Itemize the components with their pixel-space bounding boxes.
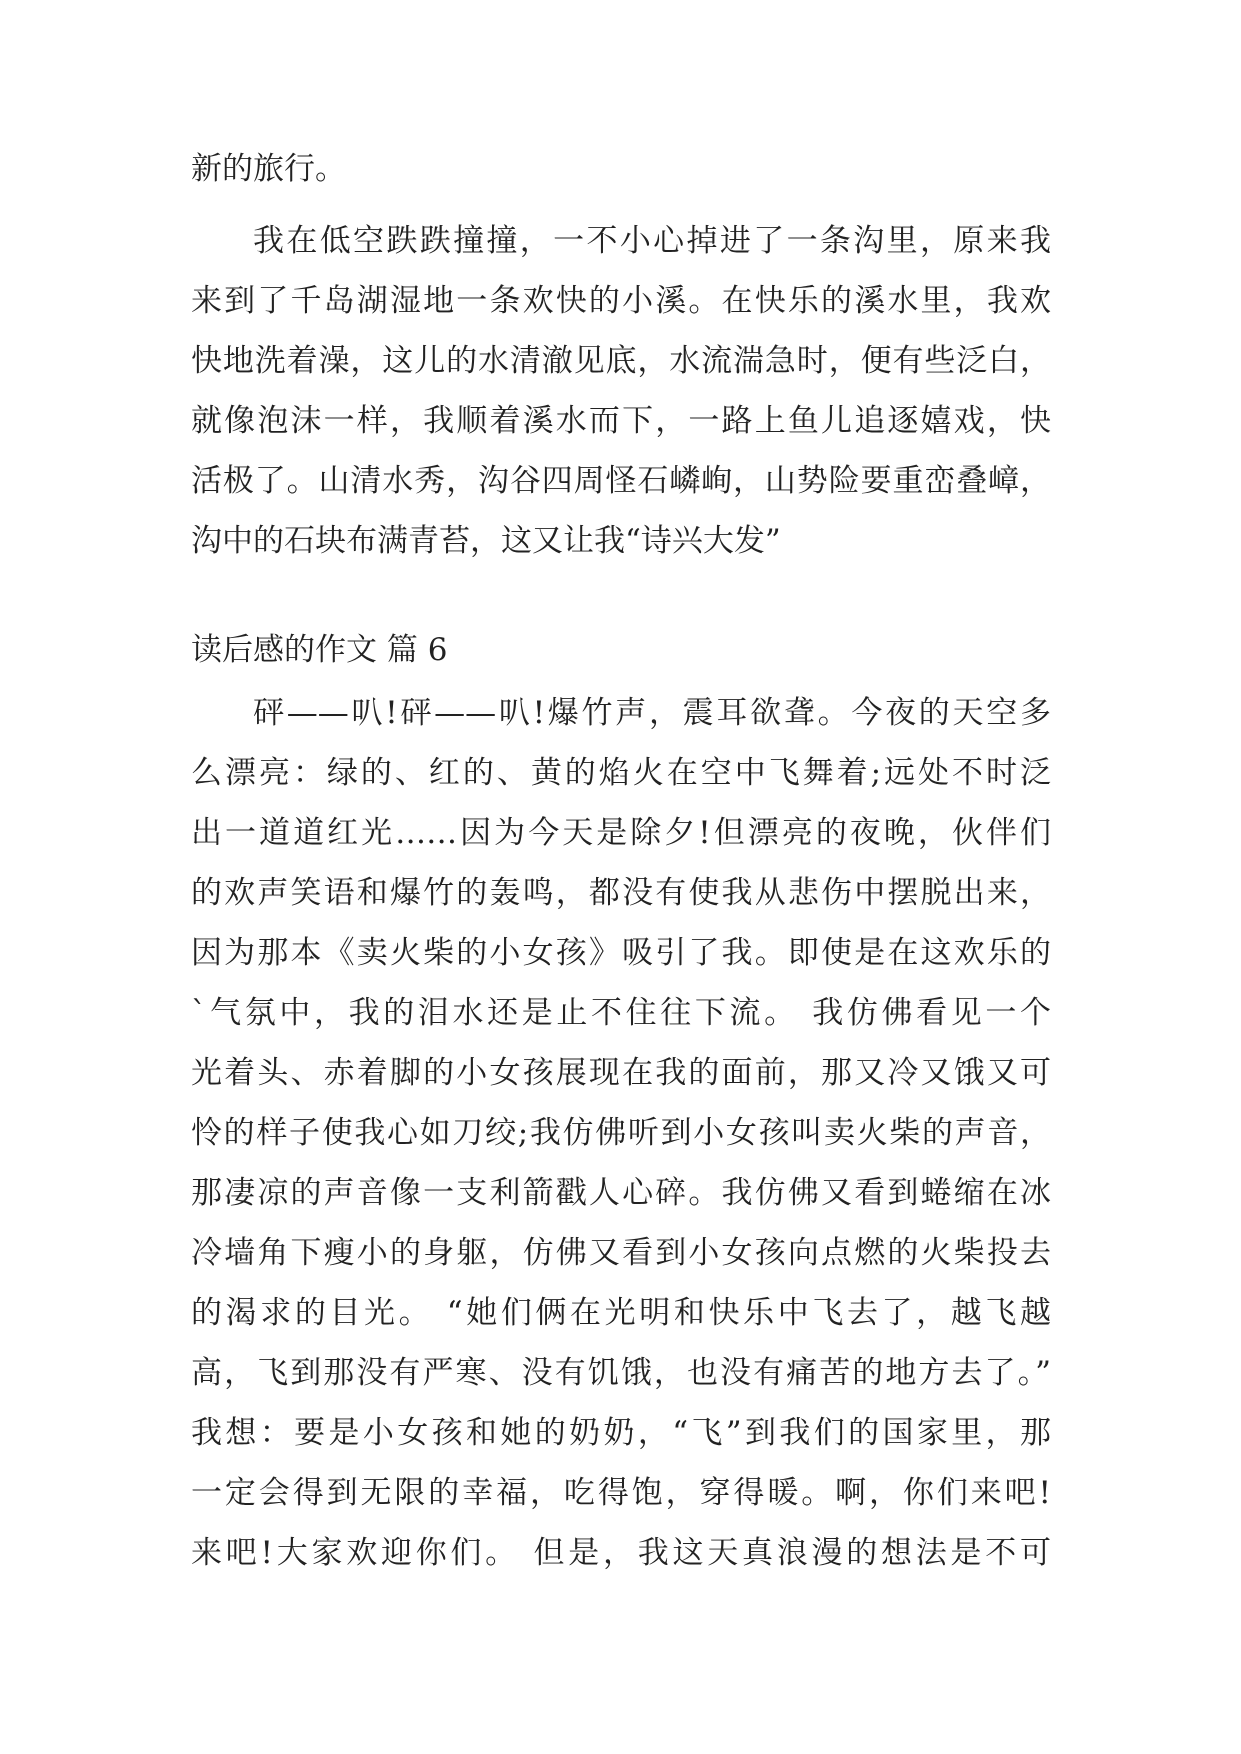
paragraph-line: 来到了千岛湖湿地一条欢快的小溪。在快乐的溪水里，我欢 — [191, 283, 1051, 319]
paragraph-line: 就像泡沫一样，我顺着溪水而下，一路上鱼儿追逐嬉戏，快 — [191, 403, 1051, 439]
paragraph-line: 砰——叭!砰——叭!爆竹声，震耳欲聋。今夜的天空多 — [253, 695, 1051, 731]
paragraph-line: 那凄凉的声音像一支利箭戳人心碎。我仿佛又看到蜷缩在冰 — [191, 1175, 1051, 1211]
paragraph-line: 出一道道红光……因为今天是除夕!但漂亮的夜晚，伙伴们 — [191, 815, 1051, 851]
paragraph-line: 么漂亮：绿的、红的、黄的焰火在空中飞舞着;远处不时泛 — [191, 755, 1051, 791]
paragraph-line: `气氛中，我的泪水还是止不住往下流。 我仿佛看见一个 — [191, 995, 1051, 1031]
continued-line: 新的旅行。 — [191, 151, 346, 187]
paragraph-line: 活极了。山清水秀，沟谷四周怪石嶙峋，山势险要重峦叠嶂， — [191, 463, 1051, 499]
paragraph-line: 沟中的石块布满青苔，这又让我“诗兴大发” — [191, 523, 781, 559]
paragraph-line: 一定会得到无限的幸福，吃得饱，穿得暖。啊，你们来吧! — [191, 1475, 1051, 1511]
paragraph-line: 冷墙角下瘦小的身躯，仿佛又看到小女孩向点燃的火柴投去 — [191, 1235, 1051, 1271]
paragraph-line: 高，飞到那没有严寒、没有饥饿，也没有痛苦的地方去了。” — [191, 1355, 1051, 1391]
paragraph-line: 快地洗着澡，这儿的水清澈见底，水流湍急时，便有些泛白， — [191, 343, 1051, 379]
paragraph-line: 我在低空跌跌撞撞，一不小心掉进了一条沟里，原来我 — [253, 223, 1051, 259]
paragraph-line: 来吧!大家欢迎你们。 但是，我这天真浪漫的想法是不可 — [191, 1535, 1051, 1571]
paragraph-line: 我想：要是小女孩和她的奶奶，“飞”到我们的国家里，那 — [191, 1415, 1051, 1451]
paragraph-line: 的欢声笑语和爆竹的轰鸣，都没有使我从悲伤中摆脱出来， — [191, 875, 1051, 911]
paragraph-line: 光着头、赤着脚的小女孩展现在我的面前，那又冷又饿又可 — [191, 1055, 1051, 1091]
section-heading: 读后感的作文 篇 6 — [191, 632, 448, 668]
paragraph-line: 因为那本《卖火柴的小女孩》吸引了我。即使是在这欢乐的 — [191, 935, 1051, 971]
paragraph-line: 的渴求的目光。 “她们俩在光明和快乐中飞去了，越飞越 — [191, 1295, 1051, 1331]
paragraph-line: 怜的样子使我心如刀绞;我仿佛听到小女孩叫卖火柴的声音， — [191, 1115, 1051, 1151]
